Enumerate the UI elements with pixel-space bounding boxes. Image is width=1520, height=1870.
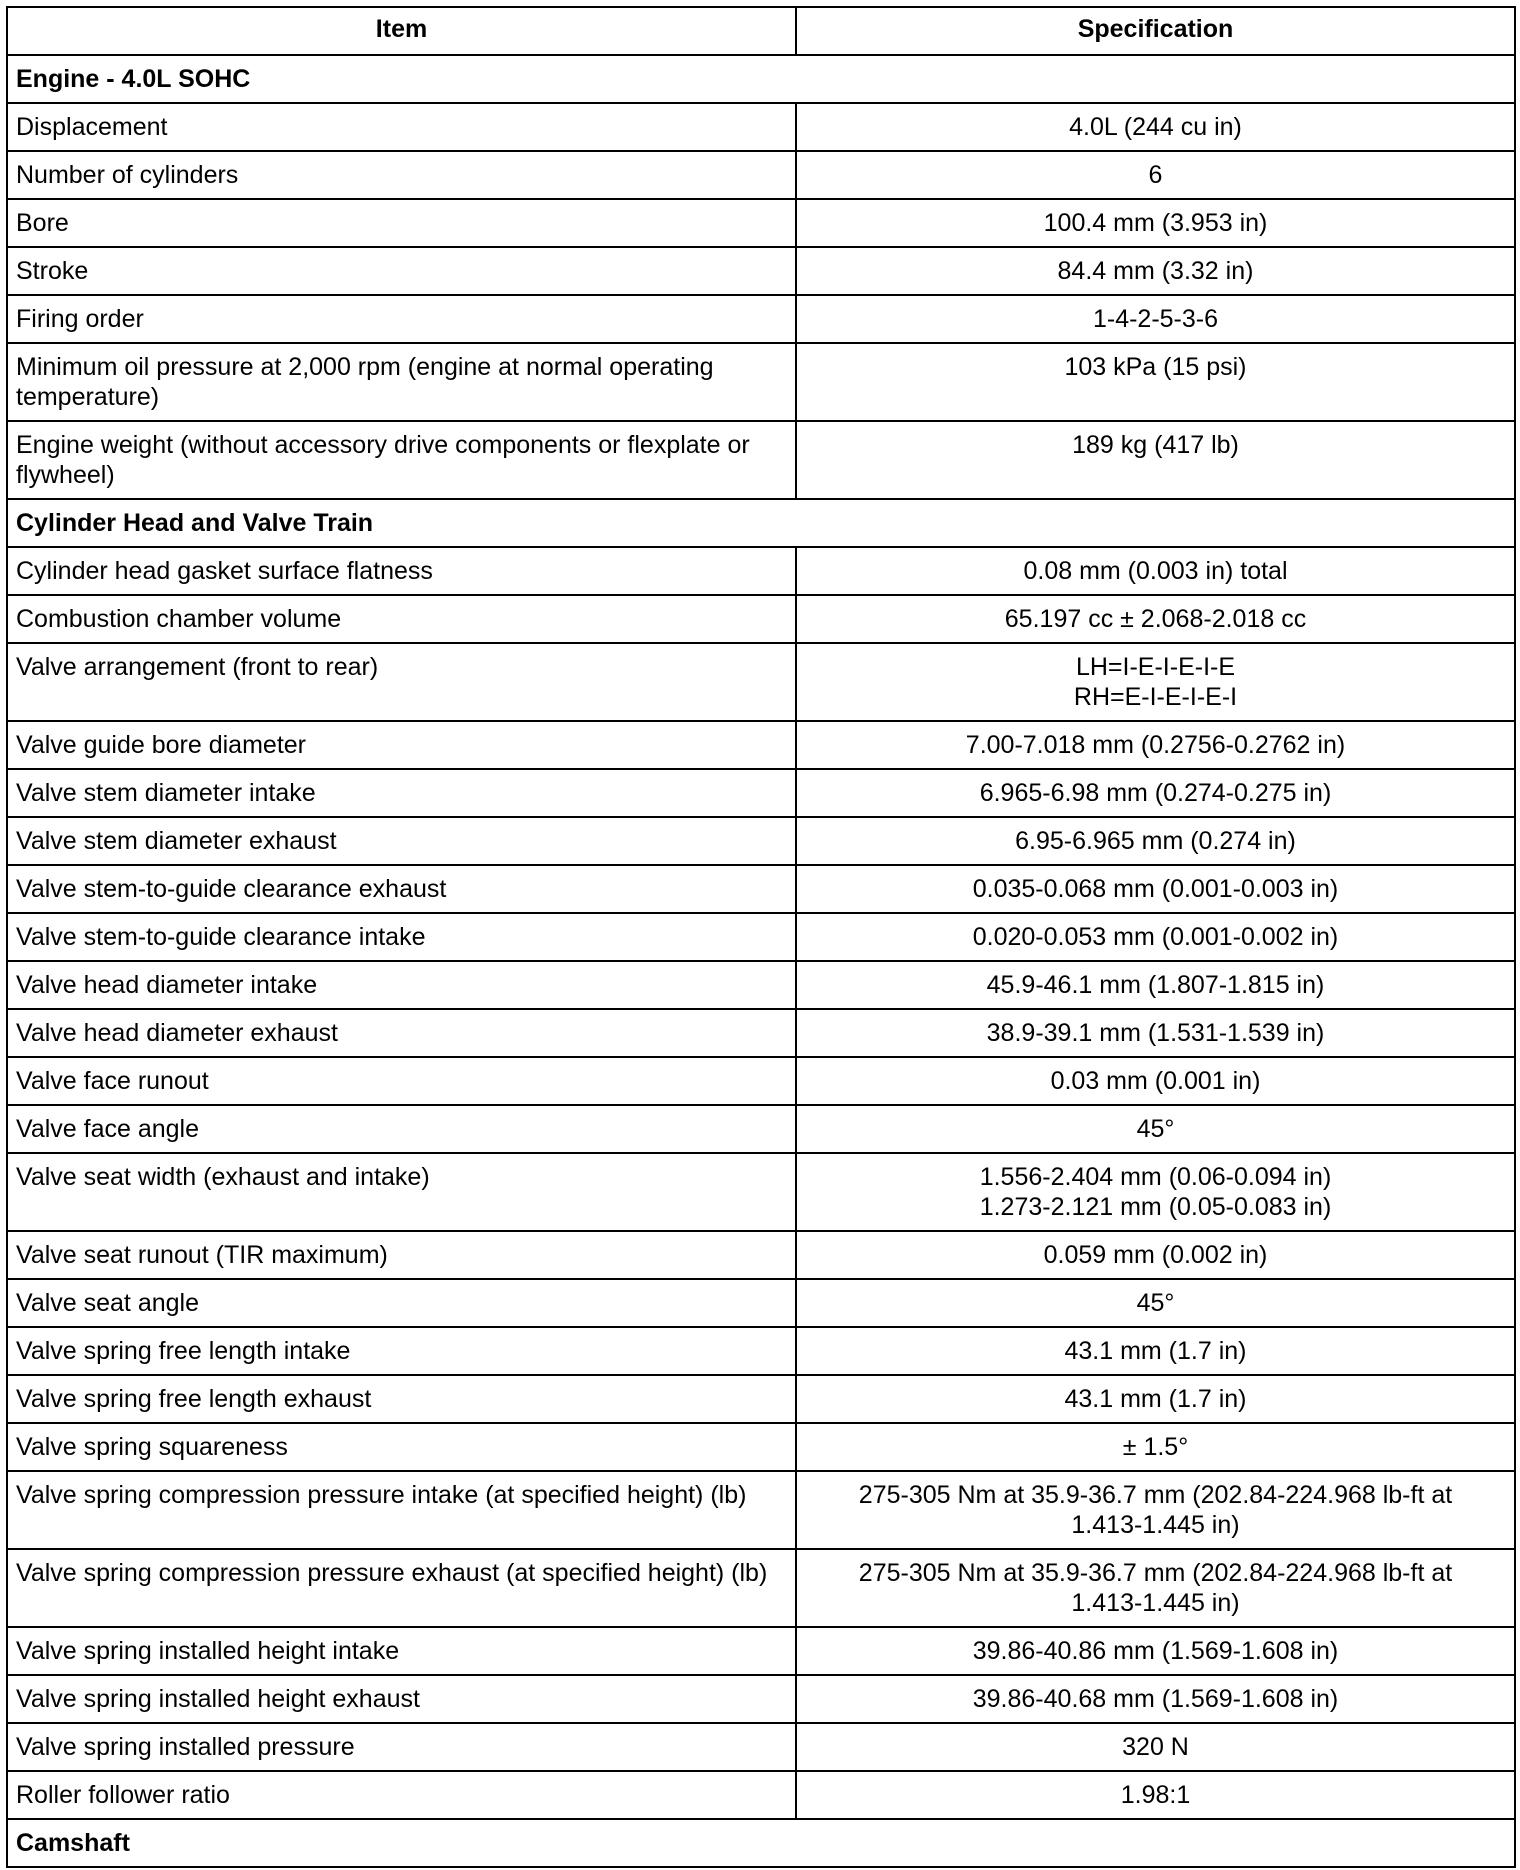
table-row — [7, 421, 1515, 499]
table-row — [7, 1375, 1515, 1423]
specification-cell — [796, 1549, 1515, 1627]
specification-table — [6, 6, 1516, 1868]
specification-value: 0.035-0.068 mm (0.001-0.003 in) — [972, 875, 1339, 903]
table-row — [7, 247, 1515, 295]
table-row — [7, 151, 1515, 199]
specification-value: 0.059 mm (0.002 in) — [1043, 1241, 1268, 1269]
table-row — [7, 961, 1515, 1009]
specification-cell — [796, 1375, 1515, 1423]
specification-value: 1-4-2-5-3-6 — [1092, 305, 1219, 333]
item-cell: Valve seat runout (TIR maximum) — [7, 1231, 796, 1279]
item-cell: Engine weight (without accessory drive components or flexplate or flywheel) — [7, 421, 796, 499]
item-cell: Valve head diameter intake — [7, 961, 796, 1009]
section-row — [7, 1819, 1515, 1867]
item-cell: Valve spring installed height exhaust — [7, 1675, 796, 1723]
table-row — [7, 199, 1515, 247]
section-title: Camshaft — [7, 1819, 1515, 1867]
specification-value: 45° — [1136, 1115, 1175, 1143]
table-row — [7, 643, 1515, 721]
item-cell: Cylinder head gasket surface flatness — [7, 547, 796, 595]
specification-value: 1.413-1.445 in) — [1071, 1589, 1240, 1617]
specification-cell — [796, 721, 1515, 769]
specification-cell — [796, 961, 1515, 1009]
specification-value: 275-305 Nm at 35.9-36.7 mm (202.84-224.968 lb-ft at — [858, 1559, 1453, 1587]
header-specification: Specification — [796, 7, 1515, 55]
table-row — [7, 721, 1515, 769]
item-cell: Valve spring compression pressure exhaust (at specified height) (lb) — [7, 1549, 796, 1627]
specification-cell — [796, 1105, 1515, 1153]
table-row — [7, 817, 1515, 865]
specification-value: 39.86-40.86 mm (1.569-1.608 in) — [972, 1637, 1339, 1665]
specification-value: 6.965-6.98 mm (0.274-0.275 in) — [979, 779, 1332, 807]
item-cell: Valve stem diameter intake — [7, 769, 796, 817]
item-cell: Valve spring free length intake — [7, 1327, 796, 1375]
section-title: Cylinder Head and Valve Train — [7, 499, 1515, 547]
item-cell: Valve spring free length exhaust — [7, 1375, 796, 1423]
table-row — [7, 1627, 1515, 1675]
specification-cell — [796, 343, 1515, 421]
table-header-row — [7, 7, 1515, 55]
table-row — [7, 1675, 1515, 1723]
specification-value: 1.413-1.445 in) — [1071, 1511, 1240, 1539]
table-row — [7, 547, 1515, 595]
item-cell: Firing order — [7, 295, 796, 343]
specification-value: 0.020-0.053 mm (0.001-0.002 in) — [972, 923, 1339, 951]
specification-cell — [796, 1057, 1515, 1105]
specification-cell — [796, 1471, 1515, 1549]
item-cell: Valve seat width (exhaust and intake) — [7, 1153, 796, 1231]
table-row — [7, 1471, 1515, 1549]
item-cell: Minimum oil pressure at 2,000 rpm (engine at normal operating temperature) — [7, 343, 796, 421]
item-cell: Valve spring installed height intake — [7, 1627, 796, 1675]
item-cell: Valve face runout — [7, 1057, 796, 1105]
table-row — [7, 1153, 1515, 1231]
specification-cell — [796, 1153, 1515, 1231]
table-row — [7, 1723, 1515, 1771]
specification-value: 39.86-40.68 mm (1.569-1.608 in) — [972, 1685, 1339, 1713]
specification-cell — [796, 1627, 1515, 1675]
item-cell: Valve guide bore diameter — [7, 721, 796, 769]
specification-value: RH=E-I-E-I-E-I — [1073, 683, 1238, 711]
specification-cell — [796, 1423, 1515, 1471]
specification-value: 45° — [1136, 1289, 1175, 1317]
specification-cell — [796, 199, 1515, 247]
table-body — [7, 55, 1515, 1867]
specification-cell — [796, 1771, 1515, 1819]
specification-value: 103 kPa (15 psi) — [1064, 353, 1247, 381]
specification-value: 275-305 Nm at 35.9-36.7 mm (202.84-224.968 lb-ft at — [858, 1481, 1453, 1509]
specification-value: 43.1 mm (1.7 in) — [1064, 1337, 1247, 1365]
item-cell: Displacement — [7, 103, 796, 151]
table-row — [7, 343, 1515, 421]
specification-cell — [796, 1279, 1515, 1327]
table-row — [7, 295, 1515, 343]
specification-value: 1.273-2.121 mm (0.05-0.083 in) — [979, 1193, 1332, 1221]
table-row — [7, 1771, 1515, 1819]
specification-cell — [796, 865, 1515, 913]
item-cell: Valve spring installed pressure — [7, 1723, 796, 1771]
specification-value: 100.4 mm (3.953 in) — [1043, 209, 1268, 237]
table-row — [7, 769, 1515, 817]
specification-cell — [796, 1231, 1515, 1279]
specification-cell — [796, 1675, 1515, 1723]
item-cell: Valve stem diameter exhaust — [7, 817, 796, 865]
table-row — [7, 1549, 1515, 1627]
item-cell: Valve spring compression pressure intake (at specified height) (lb) — [7, 1471, 796, 1549]
specification-value: 189 kg (417 lb) — [1072, 431, 1239, 459]
section-row — [7, 55, 1515, 103]
table-row — [7, 1009, 1515, 1057]
section-row — [7, 499, 1515, 547]
specification-cell — [796, 769, 1515, 817]
specification-cell — [796, 643, 1515, 721]
table-row — [7, 913, 1515, 961]
specification-cell — [796, 295, 1515, 343]
item-cell: Valve seat angle — [7, 1279, 796, 1327]
item-cell: Valve head diameter exhaust — [7, 1009, 796, 1057]
table-row — [7, 1327, 1515, 1375]
table-row — [7, 1279, 1515, 1327]
specification-cell — [796, 1327, 1515, 1375]
specification-value: 7.00-7.018 mm (0.2756-0.2762 in) — [965, 731, 1346, 759]
item-cell: Number of cylinders — [7, 151, 796, 199]
specification-value: 38.9-39.1 mm (1.531-1.539 in) — [986, 1019, 1325, 1047]
specification-cell — [796, 421, 1515, 499]
specification-value: 6 — [1148, 161, 1163, 189]
table-row — [7, 1423, 1515, 1471]
specification-value: 0.03 mm (0.001 in) — [1050, 1067, 1261, 1095]
specification-value: 65.197 cc ± 2.068-2.018 cc — [1004, 605, 1307, 633]
item-cell: Valve arrangement (front to rear) — [7, 643, 796, 721]
specification-value: ± 1.5° — [1122, 1433, 1189, 1461]
specification-cell — [796, 817, 1515, 865]
specification-cell — [796, 151, 1515, 199]
item-cell: Combustion chamber volume — [7, 595, 796, 643]
table-row — [7, 865, 1515, 913]
item-cell: Valve spring squareness — [7, 1423, 796, 1471]
item-cell: Roller follower ratio — [7, 1771, 796, 1819]
specification-cell — [796, 913, 1515, 961]
item-cell: Bore — [7, 199, 796, 247]
table-row — [7, 1105, 1515, 1153]
specification-cell — [796, 1009, 1515, 1057]
item-cell: Stroke — [7, 247, 796, 295]
item-cell: Valve face angle — [7, 1105, 796, 1153]
specification-cell — [796, 1723, 1515, 1771]
item-cell: Valve stem-to-guide clearance intake — [7, 913, 796, 961]
section-title: Engine - 4.0L SOHC — [7, 55, 1515, 103]
specification-value: 4.0L (244 cu in) — [1069, 113, 1242, 141]
specification-value: LH=I-E-I-E-I-E — [1075, 653, 1236, 681]
item-cell: Valve stem-to-guide clearance exhaust — [7, 865, 796, 913]
specification-cell — [796, 247, 1515, 295]
specification-cell — [796, 103, 1515, 151]
specification-value: 320 N — [1122, 1733, 1189, 1761]
specification-value: 1.556-2.404 mm (0.06-0.094 in) — [979, 1163, 1332, 1191]
specification-cell — [796, 547, 1515, 595]
table-row — [7, 103, 1515, 151]
specification-value: 43.1 mm (1.7 in) — [1064, 1385, 1247, 1413]
specification-value: 1.98:1 — [1120, 1781, 1191, 1809]
specification-value: 45.9-46.1 mm (1.807-1.815 in) — [986, 971, 1325, 999]
table-row — [7, 1057, 1515, 1105]
table-row — [7, 595, 1515, 643]
specification-value: 6.95-6.965 mm (0.274 in) — [1015, 827, 1296, 855]
table-row — [7, 1231, 1515, 1279]
specification-value: 0.08 mm (0.003 in) total — [1023, 557, 1288, 585]
header-item: Item — [7, 7, 796, 55]
specification-cell — [796, 595, 1515, 643]
specification-value: 84.4 mm (3.32 in) — [1057, 257, 1254, 285]
